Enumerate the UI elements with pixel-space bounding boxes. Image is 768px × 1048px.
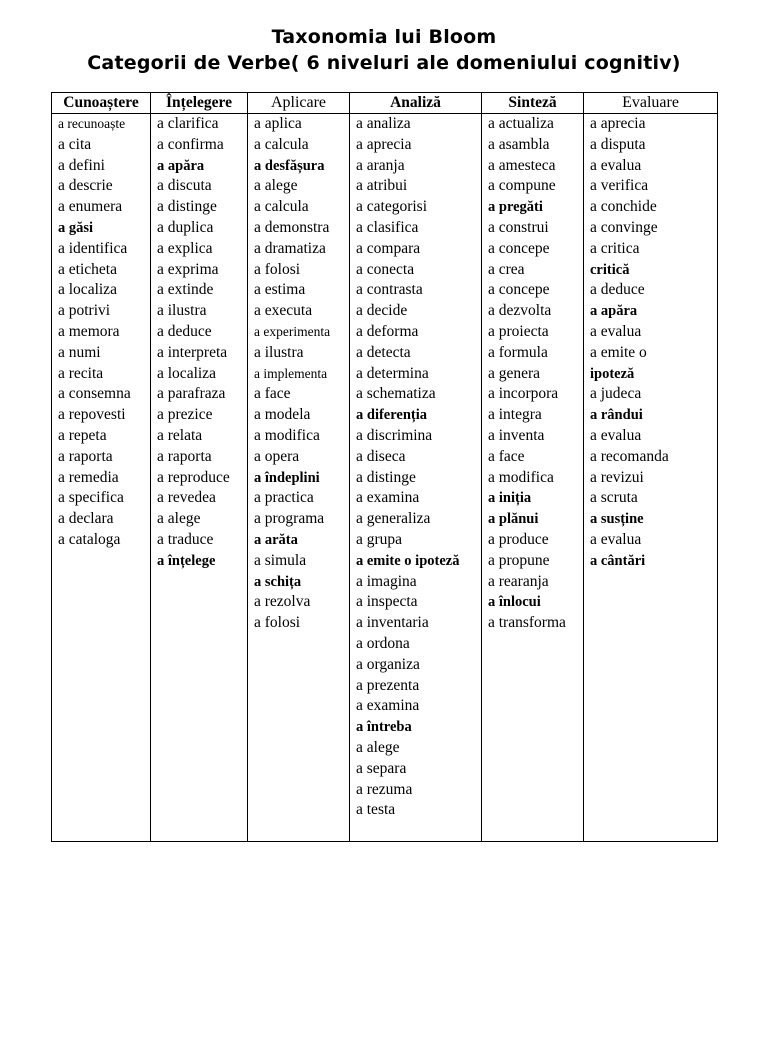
verb-item: a folosi: [254, 614, 301, 632]
verb-item: a enumera: [58, 198, 123, 216]
document-subtitle: Categorii de Verbe( 6 niveluri ale domeniului cognitiv): [87, 52, 681, 74]
verb-item: a proiecta: [488, 322, 549, 340]
column-analiza: [350, 114, 482, 842]
verb-item: a cântări: [590, 552, 646, 569]
verb-item: a critica: [590, 239, 640, 257]
verb-item: a scruta: [590, 489, 638, 507]
verb-item: a dramatiza: [254, 239, 326, 257]
header-aplicare: Aplicare: [248, 93, 350, 114]
verb-item: a alege: [157, 510, 201, 528]
verb-item: a plănui: [488, 511, 539, 528]
verb-item: a organiza: [356, 655, 420, 673]
verb-item: a incorpora: [488, 385, 559, 403]
column-sinteza: [482, 114, 584, 842]
verb-item: a alege: [254, 177, 298, 195]
verb-item: a prezice: [157, 406, 213, 424]
verb-item: a cita: [58, 135, 92, 153]
verb-item: a imagina: [356, 572, 417, 590]
verb-item: a deduce: [157, 322, 212, 340]
verb-item: a distinge: [356, 468, 416, 486]
verb-item: a clarifica: [157, 115, 219, 132]
verb-item: a transforma: [488, 614, 566, 632]
verb-item: a inspecta: [356, 593, 418, 611]
verb-item: a propune: [488, 551, 550, 569]
verb-item: a exprima: [157, 260, 219, 278]
verb-item: a pregăti: [488, 199, 543, 216]
verb-item: a raporta: [157, 447, 212, 465]
verb-item: a testa: [356, 801, 396, 819]
verb-item: a schița: [254, 573, 302, 590]
verb-item: a deforma: [356, 322, 419, 340]
verb-item: a deduce: [590, 281, 645, 299]
header-evaluare: Evaluare: [584, 93, 718, 114]
header-analiza: Analiză: [350, 93, 482, 114]
verb-item: a ilustra: [157, 302, 207, 320]
verb-item: a inventa: [488, 426, 545, 444]
verb-item: a emite o ipoteză: [356, 552, 460, 569]
verb-item: a repeta: [58, 426, 107, 444]
verb-item: a experimenta: [254, 323, 331, 339]
verb-item: a recita: [58, 364, 104, 382]
verb-item: a revedea: [157, 489, 216, 507]
verb-item: a specifica: [58, 489, 124, 507]
verb-item: a identifica: [58, 239, 128, 257]
verb-item: a înlocui: [488, 594, 541, 611]
verb-item: a confirma: [157, 135, 224, 153]
verb-item: a iniția: [488, 490, 532, 507]
verb-item: a decide: [356, 302, 408, 320]
verb-item: a calcula: [254, 198, 309, 216]
header-intelegere: Înțelegere: [151, 93, 248, 114]
header-cunoastere: Cunoaștere: [52, 93, 151, 114]
verb-item: a duplica: [157, 218, 214, 236]
verb-item: a întreba: [356, 719, 412, 736]
verb-item: a diseca: [356, 447, 406, 465]
verb-item: a compara: [356, 239, 421, 257]
verb-item: a aprecia: [356, 135, 412, 153]
verb-item: a integra: [488, 406, 542, 424]
verb-item: a emite o: [590, 343, 647, 361]
column-aplicare: [248, 114, 350, 842]
verb-item: a genera: [488, 364, 541, 382]
verb-item: a detecta: [356, 343, 411, 361]
verb-item: a discrimina: [356, 426, 433, 444]
table-header-row: [52, 93, 718, 114]
verb-item: a examina: [356, 489, 420, 507]
verb-item: a evalua: [590, 426, 642, 444]
verb-item: a aprecia: [590, 115, 646, 132]
column-evaluare: [584, 114, 718, 842]
verb-item: a conchide: [590, 198, 657, 216]
verb-item: a eticheta: [58, 260, 117, 278]
verb-item: a numi: [58, 343, 101, 361]
verb-item: a crea: [488, 260, 525, 278]
verb-item: a rândui: [590, 407, 643, 424]
verb-item: a descrie: [58, 177, 113, 195]
verb-item: a schematiza: [356, 385, 436, 403]
verb-item: a modela: [254, 406, 311, 424]
verb-item: a localiza: [58, 281, 117, 299]
verb-item: a atribui: [356, 177, 408, 195]
verb-item: a declara: [58, 510, 114, 528]
verb-item: a contrasta: [356, 281, 423, 299]
verb-item: a rezuma: [356, 780, 413, 798]
verb-item: a găsi: [58, 219, 94, 236]
verb-item: a apăra: [590, 303, 638, 320]
header-sinteza: Sinteză: [482, 93, 584, 114]
verb-item: a convinge: [590, 218, 658, 236]
verb-item: a actualiza: [488, 115, 554, 132]
verb-item: a recunoaște: [58, 116, 126, 131]
verb-item: a concepe: [488, 281, 550, 299]
verb-item: a concepe: [488, 239, 550, 257]
column-intelegere: [151, 114, 248, 842]
verb-item: a revizui: [590, 468, 644, 486]
verb-item: a discuta: [157, 177, 212, 195]
verb-item: a generaliza: [356, 510, 431, 528]
verb-item: a aranja: [356, 156, 405, 174]
verb-item: a interpreta: [157, 343, 228, 361]
verb-item: a dezvolta: [488, 302, 552, 320]
verb-item: a raporta: [58, 447, 113, 465]
verb-item: a parafraza: [157, 385, 226, 403]
verb-item: a modifica: [254, 426, 320, 444]
verb-item: a rezolva: [254, 593, 311, 611]
verb-item: a ordona: [356, 634, 410, 652]
verb-item: a susține: [590, 511, 644, 528]
verb-item: a înțelege: [157, 552, 216, 569]
column-cunoastere: [52, 114, 151, 842]
verb-item: a rearanja: [488, 572, 549, 590]
verb-item: a explica: [157, 239, 213, 257]
verb-item: a judeca: [590, 385, 642, 403]
verb-item: a conecta: [356, 260, 415, 278]
verb-item: a face: [488, 447, 525, 465]
document-title: Taxonomia lui Bloom: [271, 26, 497, 48]
verb-item: a examina: [356, 697, 420, 715]
verb-item: a implementa: [254, 365, 328, 381]
verb-item: a traduce: [157, 530, 214, 548]
verb-item: a apăra: [157, 157, 205, 174]
table-body-row: [52, 114, 718, 842]
verb-item: a cataloga: [58, 530, 121, 548]
verb-item: a inventaria: [356, 614, 429, 632]
verb-item: a localiza: [157, 364, 216, 382]
verb-item: a aplica: [254, 115, 302, 132]
verb-item: a categorisi: [356, 198, 428, 216]
verb-item: a separa: [356, 759, 407, 777]
verb-item: a practica: [254, 489, 314, 507]
verb-item: a recomanda: [590, 447, 669, 465]
bloom-verbs-table: [51, 92, 718, 842]
verb-item: a clasifica: [356, 218, 419, 236]
verb-item: a arăta: [254, 531, 298, 548]
verb-item: a construi: [488, 218, 549, 236]
verb-item: a demonstra: [254, 218, 330, 236]
verb-item: a potrivi: [58, 302, 111, 320]
verb-item: a formula: [488, 343, 548, 361]
verb-item: a prezenta: [356, 676, 420, 694]
verb-item: a verifica: [590, 177, 649, 195]
verb-item: a compune: [488, 177, 556, 195]
verb-item: a consemna: [58, 385, 131, 403]
verb-item: a modifica: [488, 468, 554, 486]
verb-item: a diferenția: [356, 407, 428, 424]
verb-item: a repovesti: [58, 406, 126, 424]
verb-item: a estima: [254, 281, 306, 299]
verb-item: a extinde: [157, 281, 214, 299]
verb-item: a îndeplini: [254, 469, 320, 486]
verb-item: a folosi: [254, 260, 301, 278]
verb-item: a amesteca: [488, 156, 556, 174]
verb-item: a alege: [356, 738, 400, 756]
verb-item: a reproduce: [157, 468, 230, 486]
verb-item: a determina: [356, 364, 429, 382]
verb-item: a grupa: [356, 530, 403, 548]
verb-item: ipoteză: [590, 365, 635, 382]
verb-item: a disputa: [590, 135, 646, 153]
verb-item: a analiza: [356, 115, 411, 132]
verb-item: a distinge: [157, 198, 217, 216]
verb-item: a calcula: [254, 135, 309, 153]
verb-item: a asambla: [488, 135, 550, 153]
verb-item: a desfășura: [254, 157, 325, 174]
verb-item: a defini: [58, 156, 105, 174]
verb-item: a evalua: [590, 322, 642, 340]
verb-item: a evalua: [590, 156, 642, 174]
verb-item: a opera: [254, 447, 300, 465]
verb-item: a simula: [254, 551, 307, 569]
verb-item: a memora: [58, 322, 120, 340]
verb-item: a executa: [254, 302, 313, 320]
verb-item: a evalua: [590, 530, 642, 548]
verb-item: a face: [254, 385, 291, 403]
verb-item: a programa: [254, 510, 325, 528]
verb-item: critică: [590, 261, 630, 278]
verb-item: a relata: [157, 426, 203, 444]
verb-item: a ilustra: [254, 343, 304, 361]
verb-item: a produce: [488, 530, 549, 548]
verb-item: a remedia: [58, 468, 119, 486]
